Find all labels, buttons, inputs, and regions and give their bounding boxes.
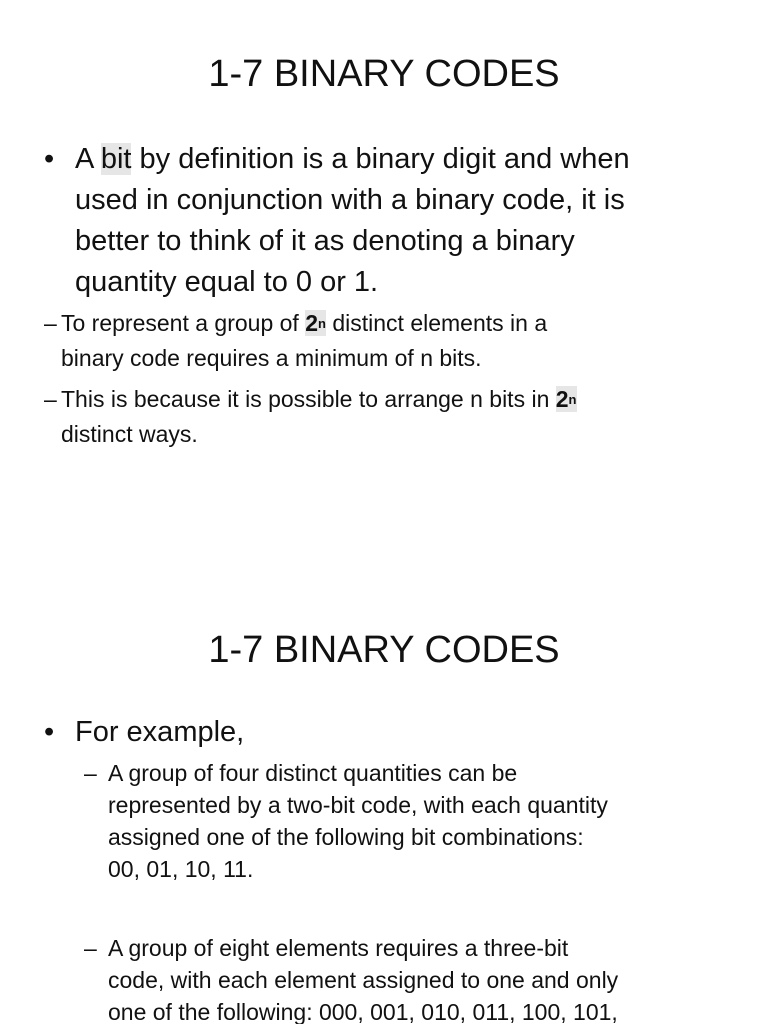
- slide-2-bullet: For example,: [75, 716, 245, 748]
- bullet-marker: •: [44, 143, 55, 175]
- dash-marker: –: [44, 386, 57, 412]
- slide-2-sub-item-1: A group of four distinct quantities can be represented by a two-bit code, with each quantity assigned one of the following bit combinations: 00, 01, 10, 11.: [108, 760, 608, 882]
- dash-marker: –: [84, 760, 97, 786]
- bullet-line-4: quantity equal to 0 or 1.: [75, 266, 379, 298]
- bullet-marker: •: [44, 716, 55, 748]
- bullet-line-1: A bit by definition is a binary digit and when: [75, 143, 630, 175]
- dash-marker: –: [84, 935, 97, 961]
- slide-2: [0, 576, 768, 1024]
- dash-marker: –: [44, 310, 57, 336]
- slide-1-sub-item-2: This is because it is possible to arrange n bits in 2$^n$ distinct ways.: [61, 386, 577, 447]
- bullet-line-3: better to think of it as denoting a binary: [75, 225, 575, 257]
- power-expression: 2$^n$: [555, 386, 577, 412]
- slide-2-sub-item-2: A group of eight elements requires a three-bit code, with each element assigned to one and only one of the following: 000, 001, 010, 011, 100, 101,: [108, 935, 619, 1024]
- slide-2-title: 1-7 BINARY CODES: [208, 629, 560, 671]
- bullet-line-2: used in conjunction with a binary code, it is: [75, 184, 625, 216]
- highlighted-term: bit: [100, 143, 132, 175]
- slide-1-sub-item-1: To represent a group of 2$^n$ distinct elements in a binary code requires a minimum of n bits.: [61, 310, 548, 371]
- slide-1-title: 1-7 BINARY CODES: [208, 53, 560, 95]
- slide-1-bullet: [75, 139, 755, 303]
- power-expression: 2$^n$: [305, 310, 326, 336]
